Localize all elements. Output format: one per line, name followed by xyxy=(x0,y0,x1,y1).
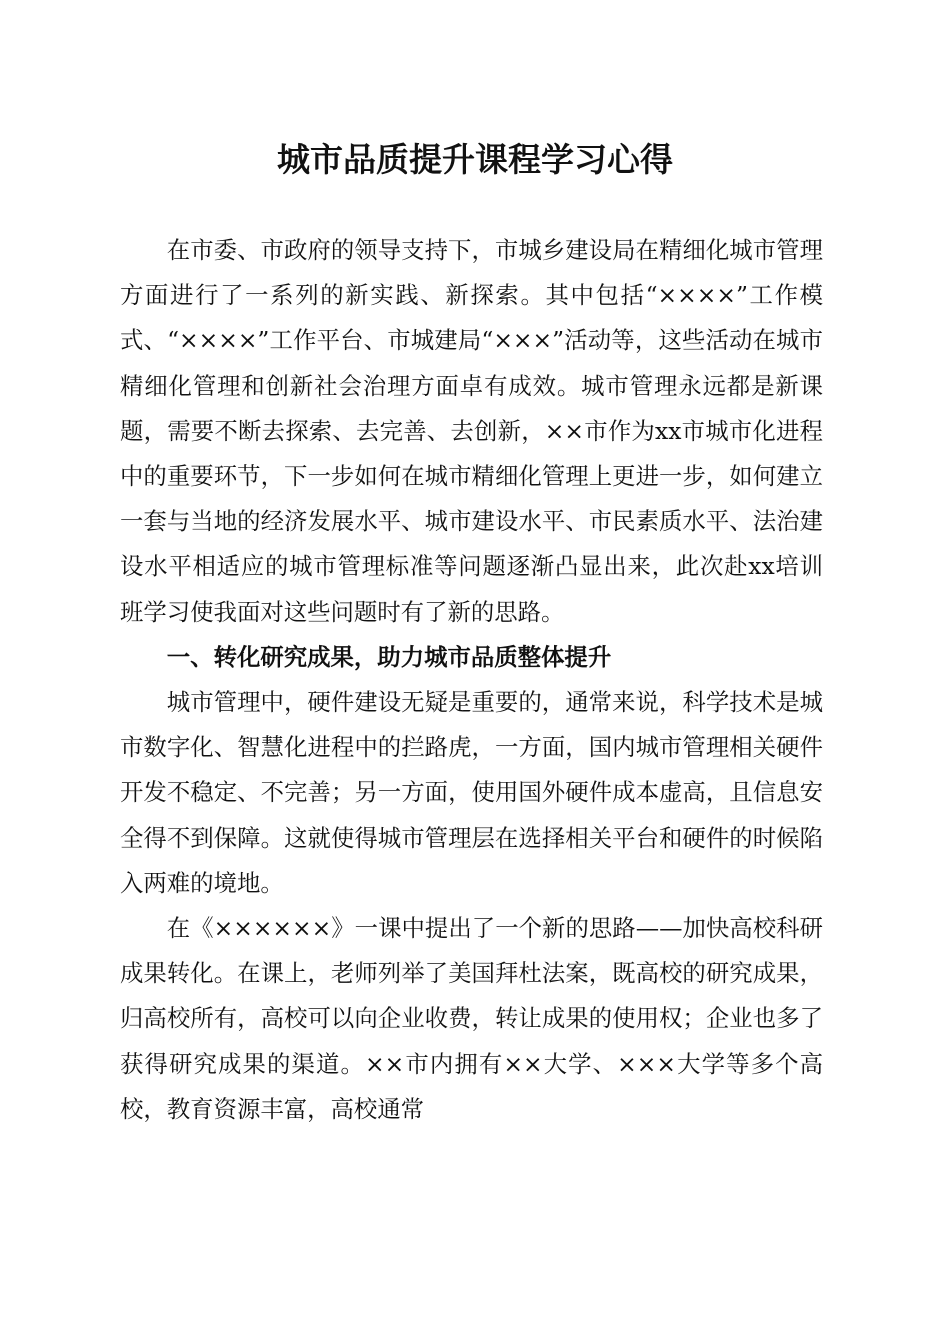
paragraph-research-transfer: 在《××××××》一课中提出了一个新的思路——加快高校科研成果转化。在课上，老师列举了美国拜杜法案，既高校的研究成果，归高校所有，高校可以向企业收费，转让成果的使用权；企业也多了获得研究成果的渠道。××市内拥有××大学、×××大学等多个高校，教育资源丰富，高校通常 xyxy=(120,914,823,1123)
paragraph-intro: 在市委、市政府的领导支持下，市城乡建设局在精细化城市管理方面进行了一系列的新实践、新探索。其中包括“××××”工作模式、“××××”工作平台、市城建局“×××”活动等，这些活动在城市精细化管理和创新社会治理方面卓有成效。城市管理永远都是新课题，需要不断去探索、去完善、去创新，××市作为xx市城市化进程中的重要环节，下一步如何在城市精细化管理上更进一步，如何建立一套与当地的经济发展水平、城市建设水平、市民素质水平、法治建设水平相适应的城市管理标准等问题逐渐凸显出来，此次赴xx培训班学习使我面对这些问题时有了新的思路。 xyxy=(120,236,823,626)
section-heading: 一、转化研究成果，助力城市品质整体提升 xyxy=(166,642,612,671)
document-body xyxy=(120,228,823,1132)
paragraph-hardware: 城市管理中，硬件建设无疑是重要的，通常来说，科学技术是城市数字化、智慧化进程中的拦路虎，一方面，国内城市管理相关硬件开发不稳定、不完善；另一方面，使用国外硬件成本虚高，且信息安全得不到保障。这就使得城市管理层在选择相关平台和硬件的时候陷入两难的境地。 xyxy=(120,688,823,897)
document-title: 城市品质提升课程学习心得 xyxy=(277,140,673,179)
